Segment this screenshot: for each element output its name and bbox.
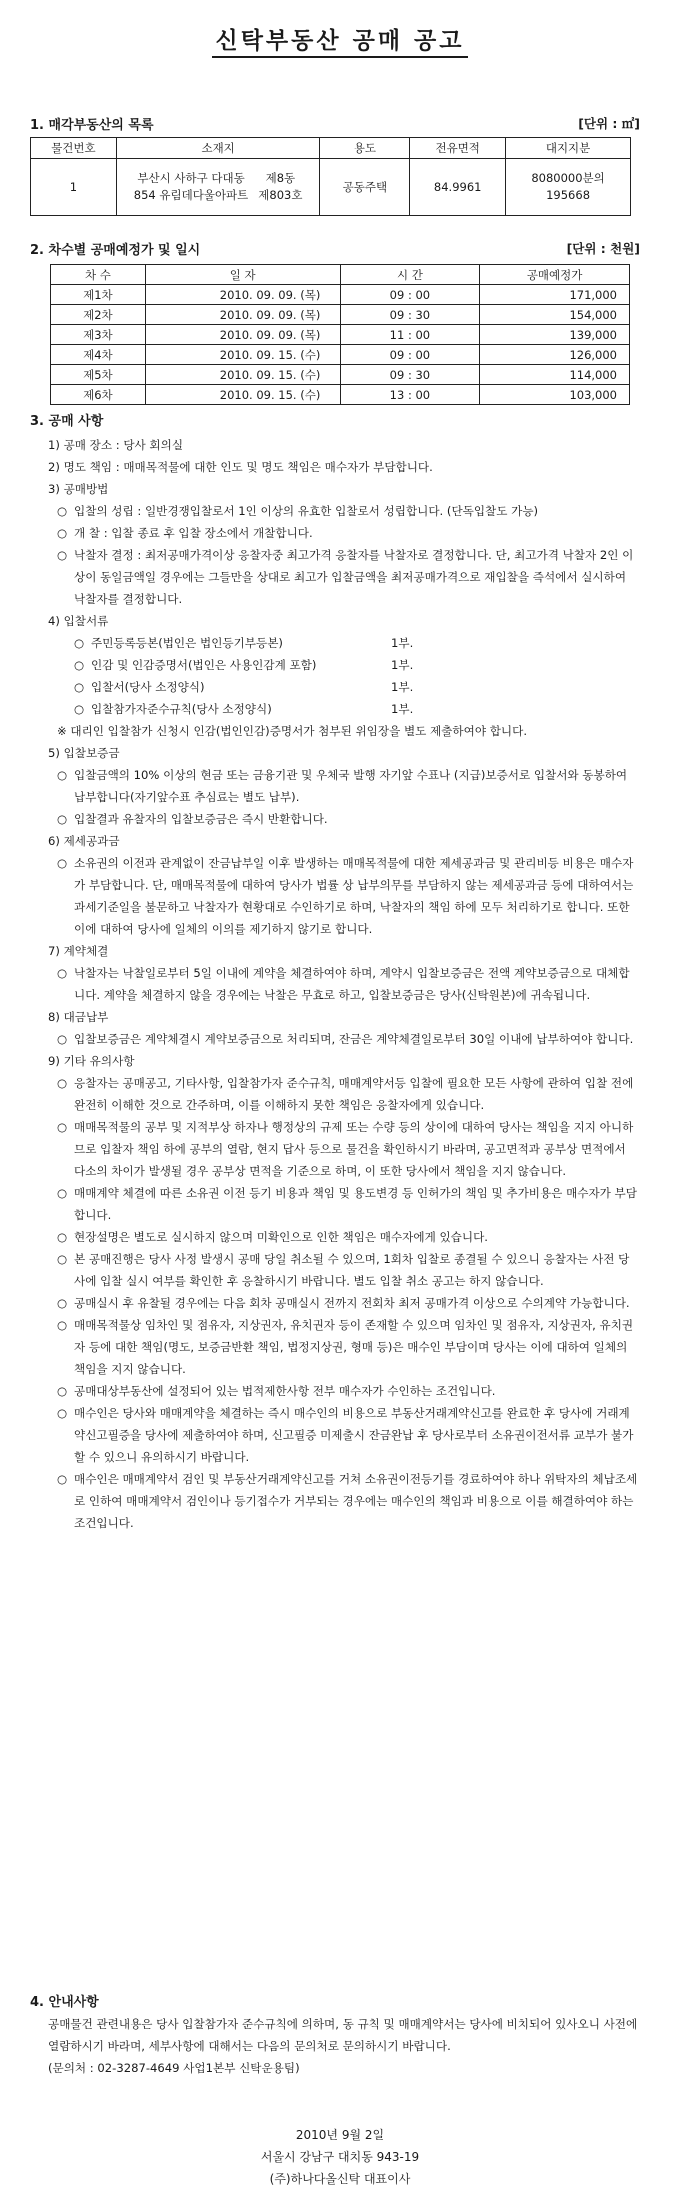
contact-line: (문의처 : 02-3287-4649 사업1본부 신탁운용팀): [48, 2061, 300, 2075]
list-item: ○ 매수인은 매매계약서 검인 및 부동산거래계약신고를 거쳐 소유권이전등기를 경료하여야 하나 위탁자의 체납조세로 인하여 매매계약서 검인이나 등기접수가 거부되는 경우에는 매수인의 책임과 비용으로 이를 해결하여야 하는 조건입니다.: [30, 1468, 640, 1534]
time-cell: 09 : 00: [340, 345, 480, 365]
doc-name: ○ 입찰참가자준수규칙(당사 소정양식): [74, 698, 391, 720]
info-text: [48, 2013, 638, 2079]
round-cell: 제3차: [51, 325, 146, 345]
company-name: (주)하나다올신탁 대표이사: [269, 2172, 411, 2186]
round-cell: 제4차: [51, 345, 146, 365]
round-cell: 제5차: [51, 365, 146, 385]
table-row: [51, 305, 630, 325]
unit-line: 제803호: [258, 188, 303, 202]
list-item: [30, 654, 640, 676]
list-item: ○ 응찰자는 공매공고, 기타사항, 입찰참가자 준수규칙, 매매계약서등 입찰에 필요한 모든 사항에 관하여 입찰 전에 완전히 이해한 것으로 간주하며, 이를 이해하지 못한 책임은 응찰자에게 있습니다.: [30, 1072, 640, 1116]
time-cell: 11 : 00: [340, 325, 480, 345]
time-cell: 09 : 30: [340, 365, 480, 385]
list-item: ○ 개 찰 : 입찰 종료 후 입찰 장소에서 개찰합니다.: [30, 522, 640, 544]
list-item: ○ 매매목적물상 임차인 및 점유자, 지상권자, 유치권자 등이 존재할 수 있으며 임차인 및 점유자, 지상권자, 유치권자 등에 대한 책임(명도, 보증금반환 책임, 법정지상권, 형매 등)은 매수인 부담이며 당사는 이에 대하여 일체의 책임을 지지 않습니다.: [30, 1314, 640, 1380]
table-row: [51, 365, 630, 385]
date-cell: 2010. 09. 09. (목): [145, 325, 340, 345]
header-cell: 일 자: [145, 265, 340, 285]
list-item: ○ 입찰의 성립 : 일반경쟁입찰로서 1인 이상의 유효한 입찰로서 성립합니다. (단독입찰도 가능): [30, 500, 640, 522]
header-cell: 시 간: [340, 265, 480, 285]
property-table: [30, 137, 631, 216]
page-title: 신탁부동산 공매 공고: [0, 22, 680, 55]
delivery-responsibility: 2) 명도 책임 : 매매목적물에 대한 인도 및 명도 책임은 매수자가 부담합니다.: [48, 460, 433, 474]
table-row: [51, 285, 630, 305]
info-paragraph: 공매물건 관련내용은 당사 입찰참가자 준수규칙에 의하며, 동 규칙 및 매매계약서는 당사에 비치되어 있사오니 사전에 열람하시기 바라며, 세부사항에 대해서는 다음의 문의처로 문의하시기 바랍니다.: [48, 2017, 638, 2053]
header-cell: 공매예정가: [480, 265, 630, 285]
date-cell: 2010. 09. 15. (수): [145, 365, 340, 385]
schedule-table-header: [51, 265, 630, 285]
list-item: ○ 본 공매진행은 당사 사정 발생시 공매 당일 취소될 수 있으며, 1회차 입찰로 종결될 수 있으니 응찰자는 사전 당사에 입찰 실시 여부를 확인한 후 응찰하시기 바랍니다. 별도 입찰 취소 공고는 하지 않습니다.: [30, 1248, 640, 1292]
date-cell: 2010. 09. 09. (목): [145, 305, 340, 325]
company-address: 서울시 강남구 대치동 943-19: [260, 2150, 420, 2164]
footer: [0, 2124, 680, 2190]
section2-unit: [단위 : 천원]: [566, 241, 640, 256]
schedule-table: [50, 264, 630, 405]
time-cell: 13 : 00: [340, 385, 480, 405]
price-cell: 171,000: [480, 285, 630, 305]
auction-place: 1) 공매 장소 : 당사 회의실: [48, 438, 184, 452]
doc-qty: 1부.: [391, 636, 414, 650]
tax-title: 6) 제세공과금: [48, 834, 120, 848]
contract-title: 7) 계약체결: [48, 944, 109, 958]
section3-heading: 3. 공매 사항: [30, 414, 104, 429]
list-item: ○ 입찰결과 유찰자의 입찰보증금은 즉시 반환합니다.: [30, 808, 640, 830]
land-share-line: 8080000분의: [531, 171, 605, 185]
price-cell: 103,000: [480, 385, 630, 405]
list-item: [30, 632, 640, 654]
property-land-share: [506, 159, 631, 216]
list-item: ○ 낙찰자는 낙찰일로부터 5일 이내에 계약을 체결하여야 하며, 계약시 입찰보증금은 전액 계약보증금으로 대체합니다. 계약을 체결하지 않을 경우에는 낙찰은 무효로 하고, 입찰보증금은 당사(신탁원본)에 귀속됩니다.: [30, 962, 640, 1006]
list-item: ○ 공매실시 후 유찰될 경우에는 다음 회차 공매실시 전까지 전회차 최저 공매가격 이상으로 수의계약 가능합니다.: [30, 1292, 640, 1314]
list-item: ○ 입찰보증금은 계약체결시 계약보증금으로 처리되며, 잔금은 계약체결일로부터 30일 이내에 납부하여야 합니다.: [30, 1028, 640, 1050]
docs-note: ※ 대리인 입찰참가 신청시 인감(법인인감)증명서가 첨부된 위임장을 별도 제출하여야 합니다.: [57, 724, 528, 738]
list-item: ○ 현장설명은 별도로 실시하지 않으며 미확인으로 인한 책임은 매수자에게 있습니다.: [30, 1226, 640, 1248]
header-cell: 소재지: [116, 138, 320, 159]
property-table-header: [31, 138, 631, 159]
land-share-line: 195668: [546, 188, 591, 202]
list-item: ○ 소유권의 이전과 관계없이 잔금납부일 이후 발생하는 매매목적물에 대한 제세공과금 및 관리비등 비용은 매수자가 부담합니다. 단, 매매목적물에 대하여 당사가 법률 상 납부의무를 부담하지 않는 제세공과금 등에 대하여서는 과세기준일을 불문하고 낙찰자가 현황대로 수인하기로 하며, 낙찰자의 책임 하에 모두 처리하기로 합니다. 또한 이에 대하여 당사에 일체의 이의를 제기하지 않기로 합니다.: [30, 852, 640, 940]
section1-heading: 1. 매각부동산의 목록: [30, 118, 154, 133]
price-cell: 154,000: [480, 305, 630, 325]
section1-unit: [단위 : ㎡]: [578, 116, 640, 131]
auction-terms: [30, 434, 640, 1534]
list-item: ○ 매수인은 당사와 매매계약을 체결하는 즉시 매수인의 비용으로 부동산거래계약신고를 완료한 후 당사에 거래계약신고필증을 당사에 제출하여야 하며, 신고필증 미제출시 잔금완납 후 당사로부터 소유권이전서류 교부가 불가할 수 있으니 유의하시기 바랍니다.: [30, 1402, 640, 1468]
time-cell: 09 : 00: [340, 285, 480, 305]
property-use: 공동주택: [320, 159, 410, 216]
address-line: 부산시 사하구 다대동: [137, 171, 245, 185]
property-area: 84.9961: [410, 159, 506, 216]
doc-name: ○ 주민등록등본(법인은 법인등기부등본): [74, 632, 391, 654]
round-cell: 제6차: [51, 385, 146, 405]
date-cell: 2010. 09. 15. (수): [145, 385, 340, 405]
section4-heading: 4. 안내사항: [30, 1995, 99, 2010]
list-item: ○ 매매목적물의 공부 및 지적부상 하자나 행정상의 규제 또는 수량 등의 상이에 대하여 당사는 책임을 지지 아니하므로 입찰자 책임 하에 공부의 열람, 현지 답사 등으로 물건을 확인하시기 바라며, 공고면적과 공부상 면적에서 다소의 차이가 발생될 경우 공부상 면적을 기준으로 하며, 이 또한 당사에서 책임을 지지 않습니다.: [30, 1116, 640, 1182]
list-item: [30, 698, 640, 720]
price-cell: 126,000: [480, 345, 630, 365]
list-item: [30, 676, 640, 698]
header-cell: 용도: [320, 138, 410, 159]
time-cell: 09 : 30: [340, 305, 480, 325]
list-item: ○ 공매대상부동산에 설정되어 있는 법적제한사항 전부 매수자가 수인하는 조건입니다.: [30, 1380, 640, 1402]
property-no: 1: [31, 159, 117, 216]
table-row: [51, 325, 630, 345]
unit-line: 제8동: [265, 171, 296, 185]
header-cell: 차 수: [51, 265, 146, 285]
docs-title: 4) 입찰서류: [48, 614, 109, 628]
date-cell: 2010. 09. 09. (목): [145, 285, 340, 305]
date-cell: 2010. 09. 15. (수): [145, 345, 340, 365]
list-item: ○ 입찰금액의 10% 이상의 현금 또는 금융기관 및 우체국 발행 자기앞 수표나 (지급)보증서로 입찰서와 동봉하여 납부합니다(자기앞수표 추심료는 별도 납부).: [30, 764, 640, 808]
doc-qty: 1부.: [391, 658, 414, 672]
section2-heading: 2. 차수별 공매예정가 및 일시: [30, 243, 201, 258]
round-cell: 제1차: [51, 285, 146, 305]
doc-name: ○ 인감 및 인감증명서(법인은 사용인감계 포함): [74, 654, 391, 676]
doc-qty: 1부.: [391, 702, 414, 716]
list-item: ○ 매매계약 체결에 따른 소유권 이전 등기 비용과 책임 및 용도변경 등 인허가의 책임 및 추가비용은 매수자가 부담합니다.: [30, 1182, 640, 1226]
etc-title: 9) 기타 유의사항: [48, 1054, 135, 1068]
table-row: [31, 159, 631, 216]
round-cell: 제2차: [51, 305, 146, 325]
payment-title: 8) 대금납부: [48, 1010, 109, 1024]
method-title: 3) 공매방법: [48, 482, 109, 496]
price-cell: 114,000: [480, 365, 630, 385]
header-cell: 대지지분: [506, 138, 631, 159]
table-row: [51, 385, 630, 405]
deposit-title: 5) 입찰보증금: [48, 746, 120, 760]
address-line: 854 유림데다울아파트: [133, 188, 249, 202]
list-item: ○ 낙찰자 결정 : 최저공매가격이상 응찰자중 최고가격 응찰자를 낙찰자로 결정합니다. 단, 최고가격 낙찰자 2인 이상이 동일금액일 경우에는 그들만을 상대로 최고가 입찰금액을 최저공매가격으로 재입찰을 즉석에서 실시하여 낙찰자를 결정합니다.: [30, 544, 640, 610]
notice-date: 2010년 9월 2일: [295, 2128, 385, 2142]
doc-name: ○ 입찰서(당사 소정양식): [74, 676, 391, 698]
header-cell: 전유면적: [410, 138, 506, 159]
price-cell: 139,000: [480, 325, 630, 345]
header-cell: 물건번호: [31, 138, 117, 159]
table-row: [51, 345, 630, 365]
doc-qty: 1부.: [391, 680, 414, 694]
property-address: [116, 159, 320, 216]
